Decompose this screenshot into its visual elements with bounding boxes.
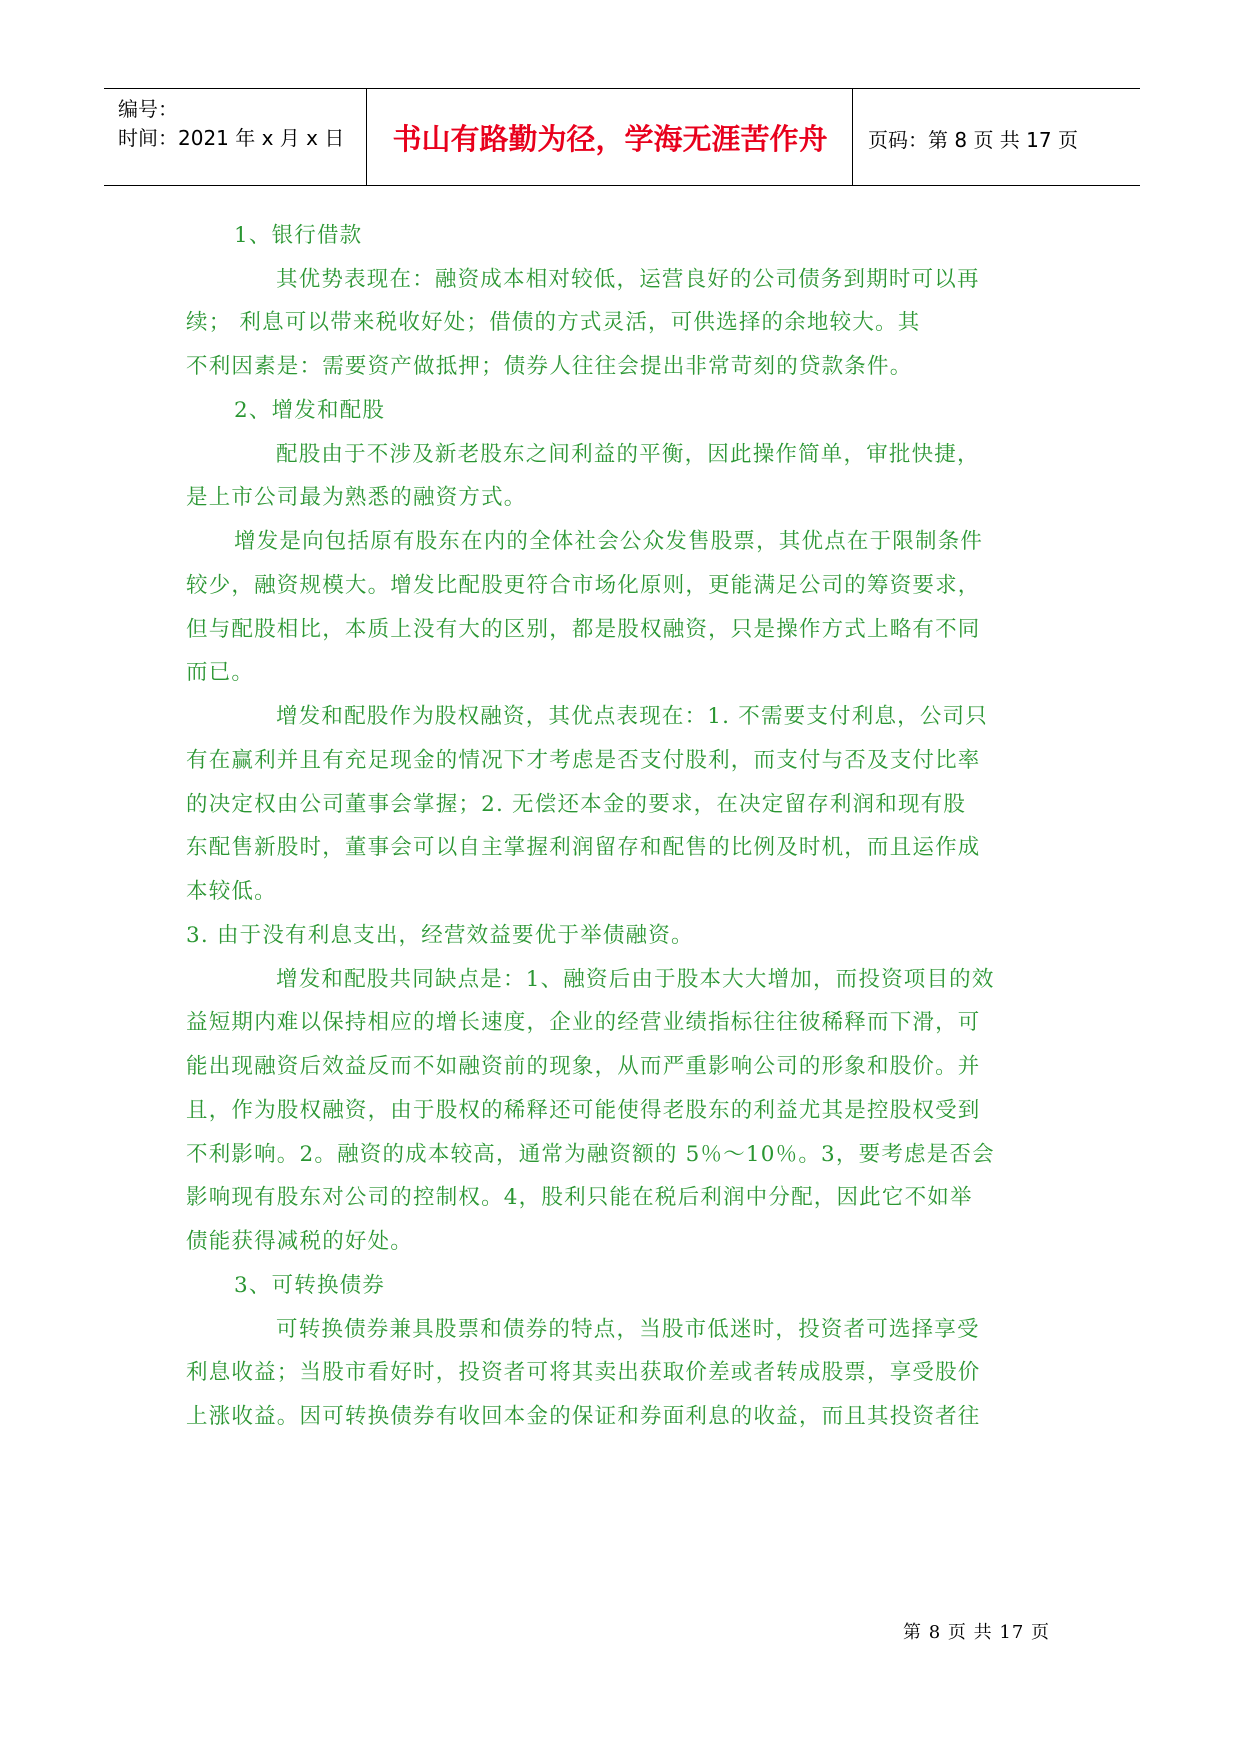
body-line: 较少，融资规模大。增发比配股更符合市场化原则，更能满足公司的筹资要求， [186, 573, 981, 598]
page-footer: 第 8 页 共 17 页 [903, 1622, 1050, 1643]
heading-rights-issue: 2、增发和配股 [234, 398, 386, 423]
header-page-cell [854, 89, 1140, 185]
body-line: 增发和配股共同缺点是：1、融资后由于股本大大增加，而投资项目的效 [276, 967, 995, 992]
body-line: 3. 由于没有利息支出，经营效益要优于举债融资。 [186, 923, 694, 948]
body-line: 本较低。 [186, 879, 277, 904]
body-line: 而已。 [186, 660, 255, 685]
header-motto-cell [368, 89, 853, 185]
document-header [104, 88, 1140, 186]
body-line: 续； 利息可以带来税收好处；借债的方式灵活，可供选择的余地较大。其 [186, 310, 921, 335]
body-line: 上涨收益。因可转换债券有收回本金的保证和券面利息的收益，而且其投资者往 [186, 1404, 981, 1429]
body-line: 利息收益；当股市看好时，投资者可将其卖出获取价差或者转成股票，享受股价 [186, 1360, 981, 1385]
body-line: 影响现有股东对公司的控制权。4，股利只能在税后利润中分配，因此它不如举 [186, 1185, 973, 1210]
body-line: 增发和配股作为股权融资，其优点表现在：1. 不需要支付利息，公司只 [276, 704, 988, 729]
header-meta-cell [104, 89, 367, 185]
body-line: 不利因素是：需要资产做抵押；债券人往往会提出非常苛刻的贷款条件。 [186, 354, 913, 379]
body-line: 的决定权由公司董事会掌握；2. 无偿还本金的要求，在决定留存利润和现有股 [186, 792, 967, 817]
heading-convertible-bonds: 3、可转换债券 [234, 1273, 386, 1298]
body-line: 债能获得减税的好处。 [186, 1229, 414, 1254]
body-line: 有在赢利并且有充足现金的情况下才考虑是否支付股利，而支付与否及支付比率 [186, 748, 981, 773]
header-page-number: 页码：第 8 页 共 17 页 [868, 128, 1078, 152]
body-line: 能出现融资后效益反而不如融资前的现象，从而严重影响公司的形象和股价。并 [186, 1054, 981, 1079]
body-line: 增发是向包括原有股东在内的全体社会公众发售股票，其优点在于限制条件 [234, 529, 984, 554]
body-line: 可转换债券兼具股票和债券的特点，当股市低迷时，投资者可选择享受 [276, 1317, 980, 1342]
document-time-label: 时间：2021 年 x 月 x 日 [118, 126, 345, 150]
body-line: 不利影响。2。融资的成本较高，通常为融资额的 5％～10％。3，要考虑是否会 [186, 1142, 995, 1167]
body-line: 东配售新股时，董事会可以自主掌握利润留存和配售的比例及时机，而且运作成 [186, 835, 981, 860]
body-line: 且，作为股权融资，由于股权的稀释还可能使得老股东的利益尤其是控股权受到 [186, 1098, 981, 1123]
body-line: 益短期内难以保持相应的增长速度，企业的经营业绩指标往往彼稀释而下滑，可 [186, 1010, 981, 1035]
body-line: 但与配股相比，本质上没有大的区别，都是股权融资，只是操作方式上略有不同 [186, 617, 981, 642]
heading-bank-loan: 1、银行借款 [234, 223, 363, 248]
body-line: 配股由于不涉及新老股东之间利益的平衡，因此操作简单，审批快捷， [276, 442, 980, 467]
header-motto: 书山有路勤为径，学海无涯苦作舟 [392, 122, 828, 156]
body-line: 其优势表现在：融资成本相对较低，运营良好的公司债务到期时可以再 [276, 267, 980, 292]
document-number-label: 编号： [118, 97, 178, 121]
body-line: 是上市公司最为熟悉的融资方式。 [186, 485, 527, 510]
